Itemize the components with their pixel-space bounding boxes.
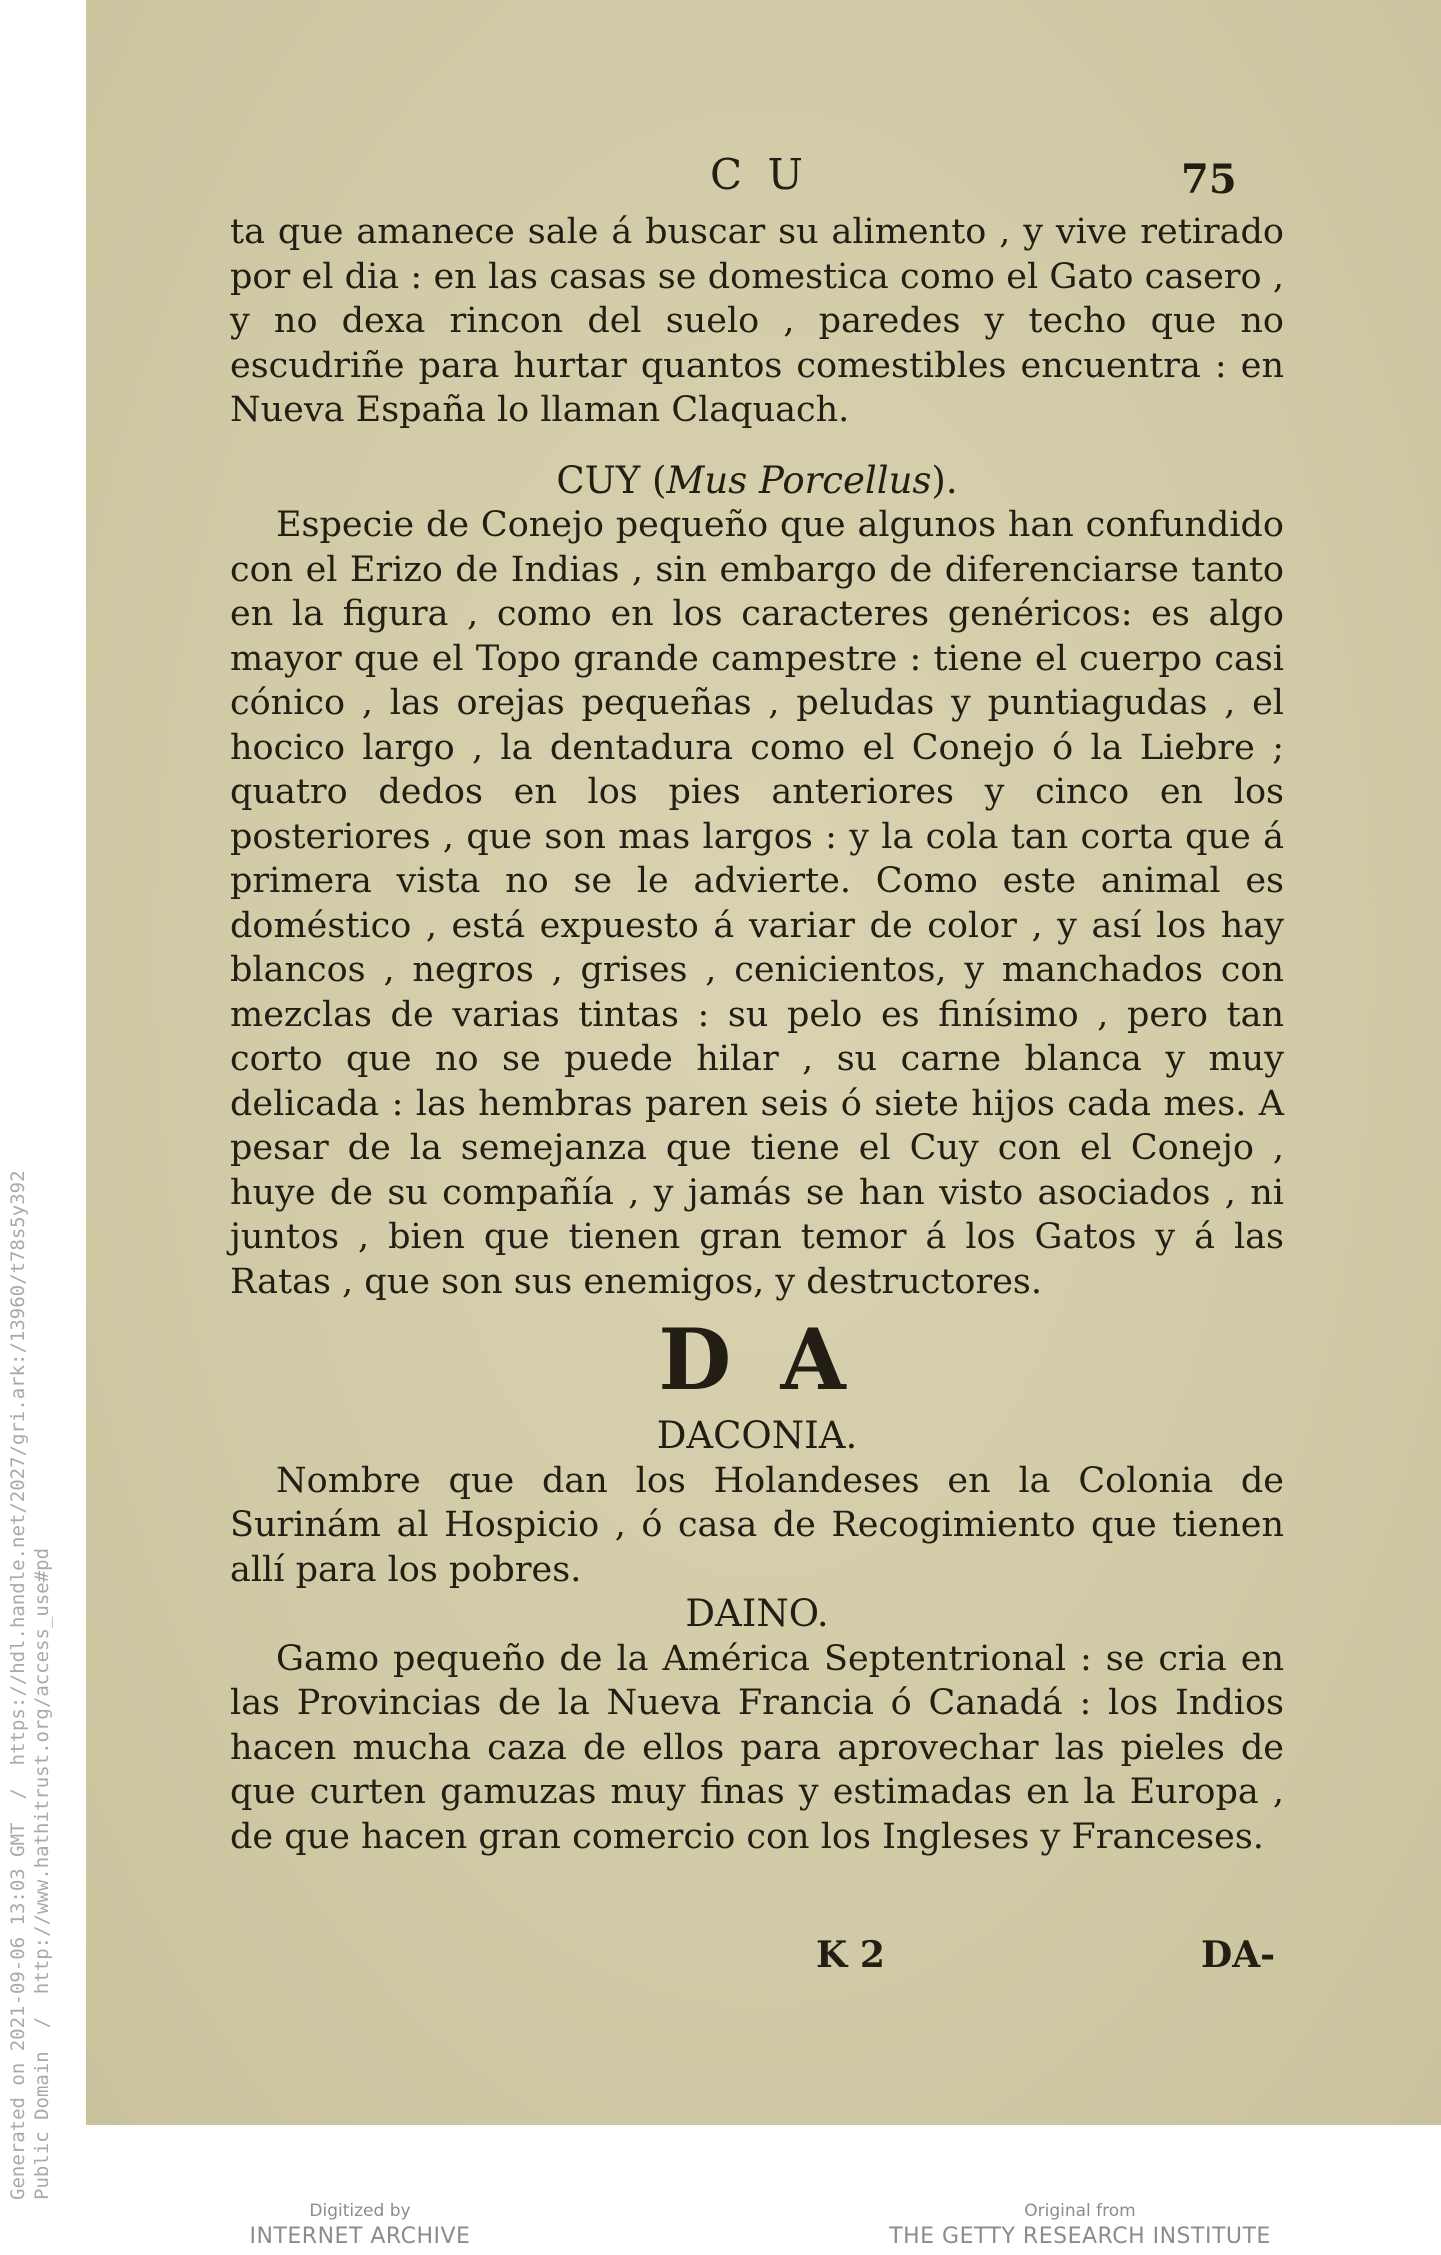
entry-title-daino: DAINO. bbox=[685, 1592, 829, 1635]
catchword: DA- bbox=[1201, 1934, 1276, 1976]
continued-paragraph: ta que amanece sale á buscar su alimento , y vive retirado por el dia : en las casas se domestica como el Gato casero , y no dexa rincon del suelo , paredes y techo que no escudriñe para hurtar quantos comestibles encuentra : en Nueva España lo llaman Claquach. bbox=[230, 212, 1284, 430]
entry-text-daino: Gamo pequeño de la América Septentrional : se cria en las Provincias de la Nueva Francia ó Canadá : los Indios hacen mucha caza de ellos para aprovechar las pieles de que curten gamuzas muy finas y estimadas en la Europa , de que hacen gran comercio con los Ingleses y Franceses. bbox=[230, 1638, 1284, 1857]
signature-mark: K 2 bbox=[816, 1934, 885, 1976]
footer-original-label: Original from bbox=[1024, 2201, 1136, 2221]
book-page bbox=[86, 0, 1441, 2125]
running-head-title: C U bbox=[710, 150, 809, 199]
footer-digitized-label: Digitized by bbox=[309, 2201, 411, 2221]
page-bottom-line bbox=[86, 1934, 1441, 1984]
text-block bbox=[230, 210, 1284, 1859]
section-letter-heading: D A bbox=[658, 1310, 856, 1409]
entry-text-cuy: Especie de Conejo pequeño que algunos han confundido con el Erizo de Indias , sin embargo de diferenciarse tanto en la figura , como en los caracteres genéricos: es algo mayor que el Topo grande campestre : tiene el cuerpo casi cónico , las orejas pequeñas , peludas y puntiagudas , el hocico largo , la dentadura como el Conejo ó la Liebre ; quatro dedos en los pies anteriores y cinco en los posteriores , que son mas largos : y la cola tan corta que á primera vista no se le advierte. Como este animal es doméstico , está expuesto á variar de color , y así los hay blancos , negros , grises , cenicientos, y manchados con mezclas de varias tintas : su pelo es finísimo , pero tan corto que no se puede hilar , su carne blanca y muy delicada : las hembras paren seis ó siete hijos cada mes. A pesar de la semejanza que tiene el Cuy con el Conejo , huye de su compañía , y jamás se han visto asociados , ni juntos , bien que tienen gran temor á los Gatos y á las Ratas , que son sus enemigos, y destructores. bbox=[230, 505, 1284, 1302]
running-head bbox=[86, 150, 1441, 203]
entry-title-daconia: DACONIA. bbox=[656, 1414, 858, 1457]
margin-stamp bbox=[0, 0, 80, 2255]
entry-title-cuy-main: CUY ( bbox=[556, 458, 667, 502]
entry-title-cuy bbox=[230, 459, 1284, 504]
entry-text-daconia: Nombre que dan los Holandeses en la Colonia de Surinám al Hospicio , ó casa de Recogimiento que tienen allí para los pobres. bbox=[230, 1460, 1284, 1590]
entry-title-cuy-close: ). bbox=[931, 458, 958, 502]
entry-title-cuy-latin: Mus Porcellus bbox=[666, 458, 932, 502]
margin-stamp-text: Generated on 2021-09-06 13:03 GMT / https://hdl.handle.net/2027/gri.ark:/13960/t78s5y392 Public Domain / http://www.hathitrust.org/access_use#pd bbox=[7, 1170, 53, 2200]
footer-digitized bbox=[230, 2200, 490, 2252]
footer-original-name: THE GETTY RESEARCH INSTITUTE bbox=[889, 2224, 1271, 2249]
page-number: 75 bbox=[1181, 156, 1237, 203]
footer-original bbox=[880, 2200, 1280, 2252]
footer-digitized-name: INTERNET ARCHIVE bbox=[249, 2224, 471, 2249]
